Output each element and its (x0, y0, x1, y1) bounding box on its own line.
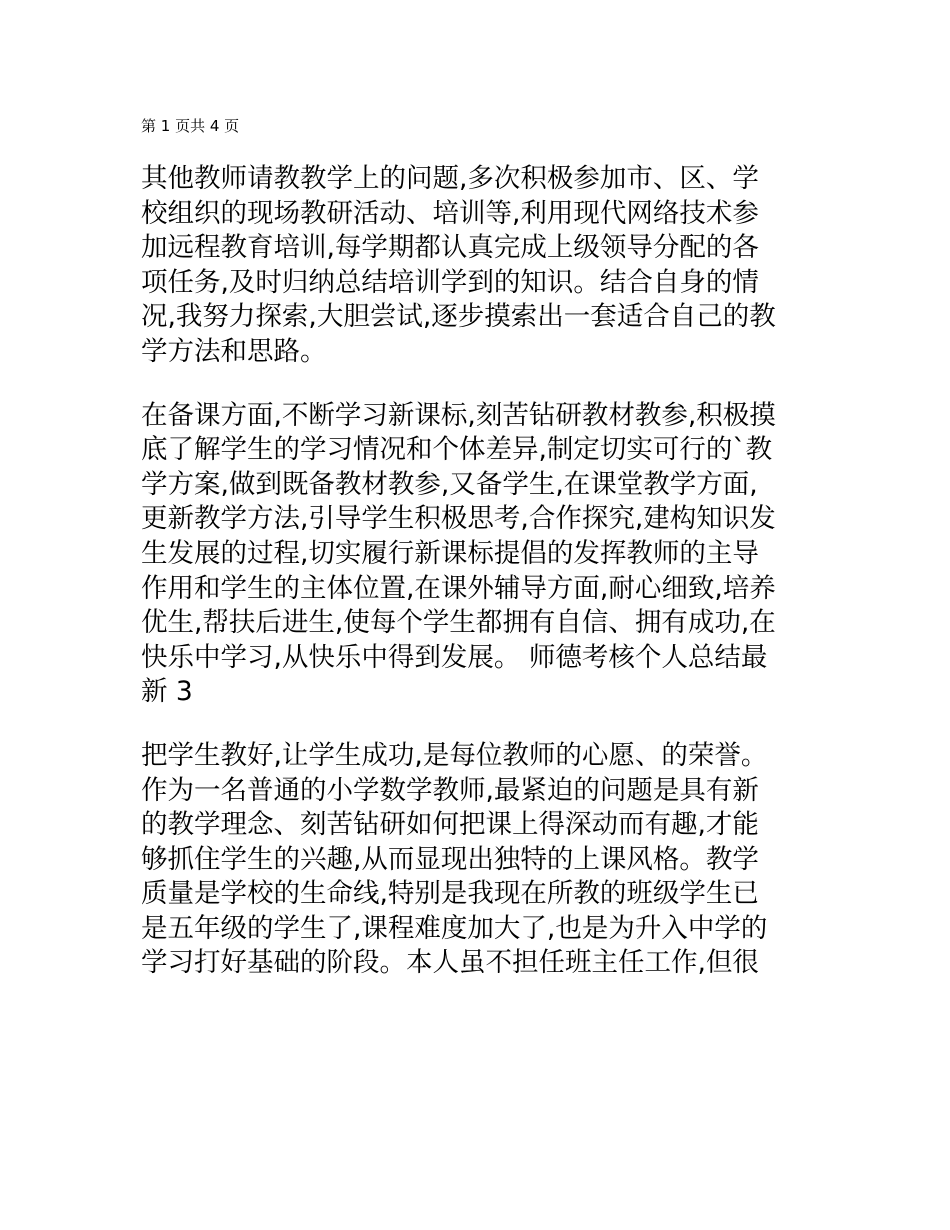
paragraph-spacing (141, 370, 821, 399)
text-line: 是五年级的学生了,课程难度加大了,也是为升入中学的 (141, 912, 768, 944)
paragraph-1 (141, 162, 821, 370)
paragraph-spacing (141, 710, 821, 739)
text-line: 质量是学校的生命线,特别是我现在所教的班级学生已 (141, 878, 759, 910)
paragraph-3 (141, 739, 821, 981)
paragraph-2 (141, 399, 821, 710)
text-line: 作用和学生的主体位置,在课外辅导方面,耐心细致,培养 (141, 572, 776, 604)
text-line: 况,我努力探索,大胆尝试,逐步摸索出一套适合自己的教 (141, 301, 776, 333)
page-indicator: 第 1 页共 4 页 (141, 117, 240, 135)
text-line: 的教学理念、刻苦钻研如何把课上得深动而有趣,才能 (141, 809, 759, 841)
document-body (141, 162, 821, 981)
text-line: 学方案,做到既备教材教参,又备学生,在课堂教学方面, (141, 468, 758, 500)
text-line: 把学生教好,让学生成功,是每位教师的心愿、的荣誉。 (141, 739, 768, 771)
text-line: 校组织的现场教研活动、培训等,利用现代网络技术参 (141, 197, 759, 229)
text-line: 作为一名普通的小学数学教师,最紧迫的问题是具有新 (141, 774, 759, 806)
text-line: 更新教学方法,引导学生积极思考,合作探究,建构知识发 (141, 503, 776, 535)
text-line: 够抓住学生的兴趣,从而显现出独特的上课风格。教学 (141, 843, 759, 875)
text-line: 其他教师请教教学上的问题,多次积极参加市、区、学 (141, 163, 759, 194)
text-line: 加远程教育培训,每学期都认真完成上级领导分配的各 (141, 232, 759, 264)
text-line: 底了解学生的学习情况和个体差异,制定切实可行的`教 (141, 434, 773, 466)
text-line: 学习打好基础的阶段。本人虽不担任班主任工作,但很 (141, 947, 759, 979)
text-line: 新 3 (141, 676, 193, 708)
text-line: 生发展的过程,切实履行新课标提倡的发挥教师的主导 (141, 537, 759, 569)
text-line: 优生,帮扶后进生,使每个学生都拥有自信、拥有成功,在 (141, 607, 776, 639)
text-line: 学方法和思路。 (141, 335, 327, 367)
text-line: 项任务,及时归纳总结培训学到的知识。结合自身的情 (141, 266, 759, 298)
text-line: 快乐中学习,从快乐中得到发展。 师德考核个人总结最 (141, 641, 768, 673)
text-line: 在备课方面,不断学习新课标,刻苦钻研教材教参,积极摸 (141, 399, 776, 431)
